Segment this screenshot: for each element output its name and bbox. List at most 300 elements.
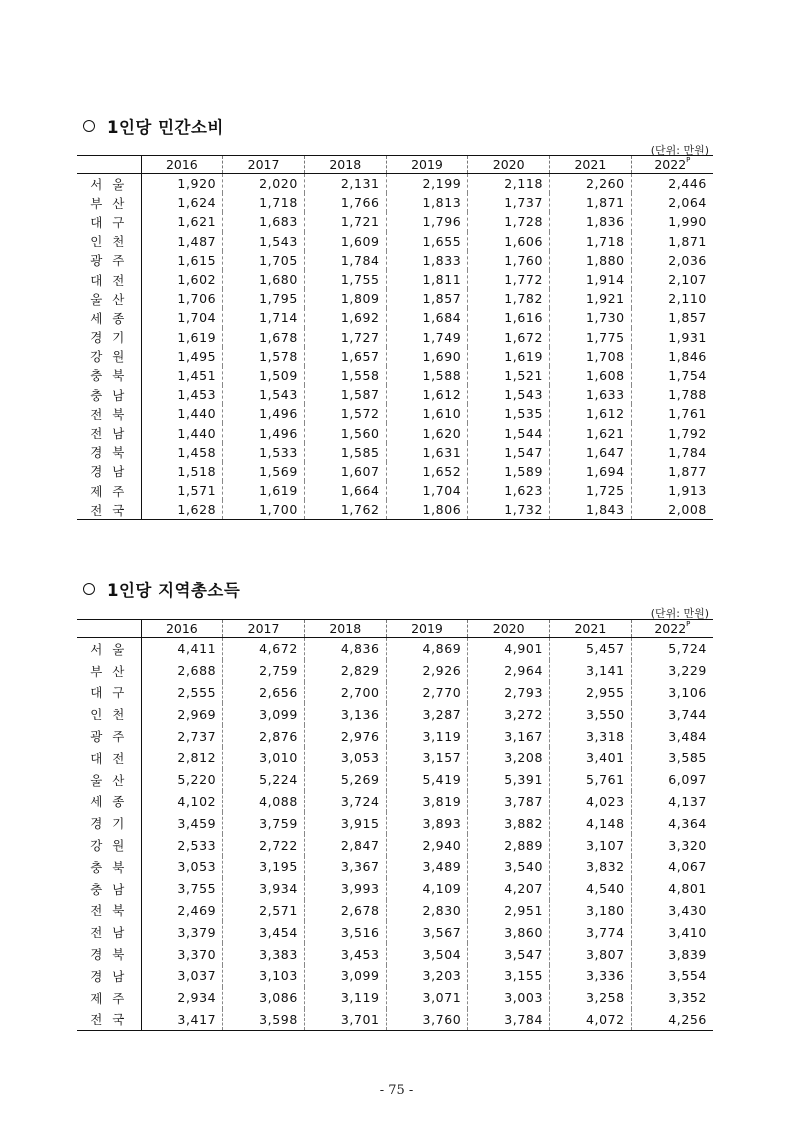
value-cell: 1,543 [468, 385, 550, 404]
header-year-cell: 2021 [550, 156, 632, 174]
table-row [77, 878, 713, 900]
value-cell: 1,920 [141, 174, 223, 194]
value-cell: 1,521 [468, 366, 550, 385]
value-cell: 1,440 [141, 404, 223, 423]
value-cell: 1,857 [631, 308, 713, 327]
value-cell: 1,453 [141, 385, 223, 404]
value-cell: 3,318 [550, 725, 632, 747]
header-region-cell [77, 620, 141, 638]
value-cell: 1,792 [631, 423, 713, 442]
value-cell: 1,728 [468, 212, 550, 231]
value-cell: 3,459 [141, 812, 223, 834]
region-cell: 부 산 [77, 193, 141, 212]
value-cell: 3,195 [223, 856, 305, 878]
header-year-cell: 2016 [141, 620, 223, 638]
table-row [77, 193, 713, 212]
table-row [77, 638, 713, 660]
value-cell: 2,446 [631, 174, 713, 194]
region-cell: 광 주 [77, 725, 141, 747]
value-cell: 6,097 [631, 769, 713, 791]
value-cell: 3,893 [386, 812, 468, 834]
table-row [77, 251, 713, 270]
value-cell: 4,023 [550, 791, 632, 813]
value-cell: 1,647 [550, 443, 632, 462]
value-cell: 2,722 [223, 834, 305, 856]
value-cell: 3,272 [468, 703, 550, 725]
region-cell: 강 원 [77, 834, 141, 856]
value-cell: 4,364 [631, 812, 713, 834]
value-cell: 2,812 [141, 747, 223, 769]
table-row [77, 212, 713, 231]
value-cell: 1,692 [304, 308, 386, 327]
region-cell: 인 천 [77, 703, 141, 725]
value-cell: 1,620 [386, 423, 468, 442]
value-cell: 2,737 [141, 725, 223, 747]
value-cell: 3,819 [386, 791, 468, 813]
region-cell: 전 남 [77, 423, 141, 442]
value-cell: 3,141 [550, 660, 632, 682]
value-cell: 1,775 [550, 328, 632, 347]
value-cell: 5,220 [141, 769, 223, 791]
value-cell: 3,258 [550, 987, 632, 1009]
value-cell: 3,119 [386, 725, 468, 747]
value-cell: 1,811 [386, 270, 468, 289]
table-row [77, 747, 713, 769]
value-cell: 3,882 [468, 812, 550, 834]
table-row [77, 270, 713, 289]
value-cell: 1,655 [386, 232, 468, 251]
value-cell: 1,543 [223, 385, 305, 404]
value-cell: 3,352 [631, 987, 713, 1009]
table-row [77, 769, 713, 791]
value-cell: 3,010 [223, 747, 305, 769]
region-cell: 울 산 [77, 289, 141, 308]
value-cell: 1,621 [550, 423, 632, 442]
value-cell: 1,843 [550, 500, 632, 520]
region-cell: 충 북 [77, 856, 141, 878]
region-cell: 서 울 [77, 638, 141, 660]
table-row [77, 725, 713, 747]
value-cell: 4,207 [468, 878, 550, 900]
value-cell: 3,598 [223, 1009, 305, 1031]
value-cell: 2,260 [550, 174, 632, 194]
region-cell: 충 남 [77, 385, 141, 404]
value-cell: 3,208 [468, 747, 550, 769]
value-cell: 3,744 [631, 703, 713, 725]
value-cell: 1,631 [386, 443, 468, 462]
value-cell: 1,585 [304, 443, 386, 462]
section-heading [83, 114, 224, 138]
value-cell: 1,607 [304, 462, 386, 481]
value-cell: 1,619 [223, 481, 305, 500]
value-cell: 1,451 [141, 366, 223, 385]
value-cell: 1,624 [141, 193, 223, 212]
value-cell: 3,336 [550, 965, 632, 987]
value-cell: 4,109 [386, 878, 468, 900]
value-cell: 3,167 [468, 725, 550, 747]
value-cell: 3,807 [550, 943, 632, 965]
value-cell: 4,540 [550, 878, 632, 900]
value-cell: 1,572 [304, 404, 386, 423]
header-year-cell: 2018 [304, 156, 386, 174]
value-cell: 3,086 [223, 987, 305, 1009]
value-cell: 5,761 [550, 769, 632, 791]
value-cell: 1,990 [631, 212, 713, 231]
value-cell: 3,701 [304, 1009, 386, 1031]
value-cell: 1,571 [141, 481, 223, 500]
value-cell: 1,535 [468, 404, 550, 423]
value-cell: 2,793 [468, 682, 550, 704]
value-cell: 2,656 [223, 682, 305, 704]
preliminary-mark: P [686, 156, 691, 164]
value-cell: 1,496 [223, 404, 305, 423]
circle-bullet-icon [83, 583, 95, 595]
value-cell: 1,633 [550, 385, 632, 404]
value-cell: 1,755 [304, 270, 386, 289]
value-cell: 1,761 [631, 404, 713, 423]
value-cell: 3,774 [550, 921, 632, 943]
value-cell: 2,976 [304, 725, 386, 747]
value-cell: 1,487 [141, 232, 223, 251]
value-cell: 1,495 [141, 347, 223, 366]
value-cell: 2,469 [141, 900, 223, 922]
value-cell: 1,588 [386, 366, 468, 385]
value-cell: 1,806 [386, 500, 468, 520]
value-cell: 1,727 [304, 328, 386, 347]
value-cell: 3,547 [468, 943, 550, 965]
table-row [77, 1009, 713, 1031]
value-cell: 2,951 [468, 900, 550, 922]
table-row [77, 500, 713, 520]
value-cell: 1,708 [550, 347, 632, 366]
value-cell: 1,458 [141, 443, 223, 462]
value-cell: 2,847 [304, 834, 386, 856]
value-cell: 1,721 [304, 212, 386, 231]
table-row [77, 443, 713, 462]
table-row [77, 481, 713, 500]
table-row [77, 347, 713, 366]
table-row [77, 232, 713, 251]
value-cell: 1,718 [550, 232, 632, 251]
value-cell: 3,755 [141, 878, 223, 900]
value-cell: 1,813 [386, 193, 468, 212]
region-cell: 경 북 [77, 943, 141, 965]
region-cell: 제 주 [77, 481, 141, 500]
value-cell: 1,616 [468, 308, 550, 327]
value-cell: 1,782 [468, 289, 550, 308]
value-cell: 3,516 [304, 921, 386, 943]
value-cell: 2,955 [550, 682, 632, 704]
region-cell: 울 산 [77, 769, 141, 791]
value-cell: 1,509 [223, 366, 305, 385]
region-cell: 충 북 [77, 366, 141, 385]
header-year-cell: $2022^P$ [631, 156, 713, 174]
table-row [77, 308, 713, 327]
value-cell: 3,489 [386, 856, 468, 878]
value-cell: 2,199 [386, 174, 468, 194]
value-cell: 3,993 [304, 878, 386, 900]
value-cell: 2,571 [223, 900, 305, 922]
value-cell: 4,067 [631, 856, 713, 878]
value-cell: 2,830 [386, 900, 468, 922]
value-cell: 3,099 [304, 965, 386, 987]
value-cell: 2,759 [223, 660, 305, 682]
value-cell: 1,772 [468, 270, 550, 289]
value-cell: 4,137 [631, 791, 713, 813]
value-cell: 1,619 [468, 347, 550, 366]
value-cell: 3,229 [631, 660, 713, 682]
value-cell: 2,131 [304, 174, 386, 194]
value-cell: 1,672 [468, 328, 550, 347]
value-cell: 1,496 [223, 423, 305, 442]
table-row [77, 703, 713, 725]
value-cell: 3,784 [468, 1009, 550, 1031]
value-cell: 3,787 [468, 791, 550, 813]
value-cell: 2,118 [468, 174, 550, 194]
table-row [77, 682, 713, 704]
table-header-row [77, 156, 713, 174]
value-cell: 4,836 [304, 638, 386, 660]
table-row [77, 812, 713, 834]
value-cell: 3,504 [386, 943, 468, 965]
value-cell: 1,880 [550, 251, 632, 270]
value-cell: 1,547 [468, 443, 550, 462]
value-cell: 3,053 [141, 856, 223, 878]
header-year-cell: $2022^P$ [631, 620, 713, 638]
table-row [77, 856, 713, 878]
value-cell: 1,730 [550, 308, 632, 327]
value-cell: 3,401 [550, 747, 632, 769]
table-row [77, 462, 713, 481]
value-cell: 1,706 [141, 289, 223, 308]
value-cell: 3,155 [468, 965, 550, 987]
value-cell: 2,964 [468, 660, 550, 682]
value-cell: 3,367 [304, 856, 386, 878]
value-cell: 2,829 [304, 660, 386, 682]
value-cell: 5,391 [468, 769, 550, 791]
region-cell: 경 남 [77, 462, 141, 481]
region-cell: 경 북 [77, 443, 141, 462]
region-cell: 경 남 [77, 965, 141, 987]
value-cell: 1,683 [223, 212, 305, 231]
value-cell: 4,088 [223, 791, 305, 813]
unit-label: (단위: 만원) [650, 607, 709, 620]
value-cell: 1,609 [304, 232, 386, 251]
value-cell: 3,915 [304, 812, 386, 834]
value-cell: 1,602 [141, 270, 223, 289]
region-cell: 세 종 [77, 791, 141, 813]
table-header-row [77, 620, 713, 638]
region-cell: 부 산 [77, 660, 141, 682]
value-cell: 1,784 [304, 251, 386, 270]
value-cell: 1,704 [141, 308, 223, 327]
value-cell: 1,762 [304, 500, 386, 520]
region-cell: 대 전 [77, 270, 141, 289]
table-row [77, 385, 713, 404]
value-cell: 1,914 [550, 270, 632, 289]
table-row [77, 328, 713, 347]
value-cell: 1,628 [141, 500, 223, 520]
value-cell: 3,180 [550, 900, 632, 922]
value-cell: 1,606 [468, 232, 550, 251]
value-cell: 5,724 [631, 638, 713, 660]
table-row [77, 921, 713, 943]
value-cell: 1,578 [223, 347, 305, 366]
value-cell: 1,871 [550, 193, 632, 212]
region-cell: 전 북 [77, 900, 141, 922]
value-cell: 2,107 [631, 270, 713, 289]
value-cell: 2,934 [141, 987, 223, 1009]
value-cell: 1,732 [468, 500, 550, 520]
header-year-cell: 2018 [304, 620, 386, 638]
value-cell: 1,833 [386, 251, 468, 270]
value-cell: 4,901 [468, 638, 550, 660]
value-cell: 1,608 [550, 366, 632, 385]
table-row [77, 791, 713, 813]
region-cell: 광 주 [77, 251, 141, 270]
value-cell: 2,876 [223, 725, 305, 747]
value-cell: 1,543 [223, 232, 305, 251]
table-row [77, 174, 713, 194]
region-cell: 대 구 [77, 212, 141, 231]
value-cell: 1,795 [223, 289, 305, 308]
value-cell: 3,453 [304, 943, 386, 965]
value-cell: 3,839 [631, 943, 713, 965]
value-cell: 4,411 [141, 638, 223, 660]
value-cell: 3,550 [550, 703, 632, 725]
value-cell: 1,558 [304, 366, 386, 385]
table-row [77, 660, 713, 682]
value-cell: 1,684 [386, 308, 468, 327]
value-cell: 1,544 [468, 423, 550, 442]
region-cell: 경 기 [77, 328, 141, 347]
section-title: 1인당 민간소비 [107, 118, 224, 137]
value-cell: 3,099 [223, 703, 305, 725]
value-cell: 1,846 [631, 347, 713, 366]
value-cell: 1,714 [223, 308, 305, 327]
region-cell: 제 주 [77, 987, 141, 1009]
region-cell: 강 원 [77, 347, 141, 366]
value-cell: 4,672 [223, 638, 305, 660]
value-cell: 1,610 [386, 404, 468, 423]
value-cell: 1,931 [631, 328, 713, 347]
value-cell: 4,256 [631, 1009, 713, 1031]
value-cell: 3,320 [631, 834, 713, 856]
value-cell: 1,615 [141, 251, 223, 270]
header-year-cell: 2020 [468, 620, 550, 638]
region-cell: 세 종 [77, 308, 141, 327]
value-cell: 2,889 [468, 834, 550, 856]
region-cell: 전 국 [77, 500, 141, 520]
value-cell: 3,759 [223, 812, 305, 834]
value-cell: 1,587 [304, 385, 386, 404]
table-row [77, 834, 713, 856]
value-cell: 2,110 [631, 289, 713, 308]
value-cell: 3,003 [468, 987, 550, 1009]
value-cell: 5,457 [550, 638, 632, 660]
value-cell: 1,718 [223, 193, 305, 212]
region-cell: 서 울 [77, 174, 141, 194]
value-cell: 1,440 [141, 423, 223, 442]
header-year-cell: 2016 [141, 156, 223, 174]
header-year-cell: 2019 [386, 620, 468, 638]
value-cell: 1,737 [468, 193, 550, 212]
value-cell: 3,053 [304, 747, 386, 769]
value-cell: 3,832 [550, 856, 632, 878]
value-cell: 1,796 [386, 212, 468, 231]
value-cell: 3,037 [141, 965, 223, 987]
value-cell: 2,678 [304, 900, 386, 922]
region-cell: 경 기 [77, 812, 141, 834]
value-cell: 3,540 [468, 856, 550, 878]
value-cell: 3,410 [631, 921, 713, 943]
value-cell: 4,869 [386, 638, 468, 660]
value-cell: 1,612 [386, 385, 468, 404]
value-cell: 3,383 [223, 943, 305, 965]
unit-label: (단위: 만원) [650, 144, 709, 157]
header-year-cell: 2019 [386, 156, 468, 174]
value-cell: 1,760 [468, 251, 550, 270]
data-table [77, 619, 713, 1031]
value-cell: 4,801 [631, 878, 713, 900]
table-row [77, 404, 713, 423]
value-cell: 3,760 [386, 1009, 468, 1031]
value-cell: 3,724 [304, 791, 386, 813]
value-cell: 1,589 [468, 462, 550, 481]
value-cell: 3,157 [386, 747, 468, 769]
value-cell: 3,554 [631, 965, 713, 987]
region-cell: 대 구 [77, 682, 141, 704]
value-cell: 1,623 [468, 481, 550, 500]
value-cell: 1,913 [631, 481, 713, 500]
value-cell: 3,417 [141, 1009, 223, 1031]
value-cell: 1,560 [304, 423, 386, 442]
value-cell: 2,969 [141, 703, 223, 725]
value-cell: 2,770 [386, 682, 468, 704]
region-cell: 전 북 [77, 404, 141, 423]
table-row [77, 900, 713, 922]
value-cell: 1,518 [141, 462, 223, 481]
value-cell: 3,585 [631, 747, 713, 769]
value-cell: 1,704 [386, 481, 468, 500]
value-cell: 1,619 [141, 328, 223, 347]
value-cell: 3,934 [223, 878, 305, 900]
value-cell: 3,103 [223, 965, 305, 987]
value-cell: 3,454 [223, 921, 305, 943]
value-cell: 3,107 [550, 834, 632, 856]
data-table [77, 155, 713, 520]
value-cell: 1,657 [304, 347, 386, 366]
value-cell: 3,567 [386, 921, 468, 943]
value-cell: 2,020 [223, 174, 305, 194]
section-heading [83, 577, 240, 601]
value-cell: 2,940 [386, 834, 468, 856]
value-cell: 1,533 [223, 443, 305, 462]
value-cell: 4,072 [550, 1009, 632, 1031]
value-cell: 1,652 [386, 462, 468, 481]
value-cell: 2,036 [631, 251, 713, 270]
value-cell: 2,008 [631, 500, 713, 520]
value-cell: 1,754 [631, 366, 713, 385]
table-row [77, 289, 713, 308]
table-row [77, 965, 713, 987]
value-cell: 1,871 [631, 232, 713, 251]
value-cell: 2,688 [141, 660, 223, 682]
table-row [77, 423, 713, 442]
value-cell: 4,148 [550, 812, 632, 834]
value-cell: 1,664 [304, 481, 386, 500]
value-cell: 2,533 [141, 834, 223, 856]
